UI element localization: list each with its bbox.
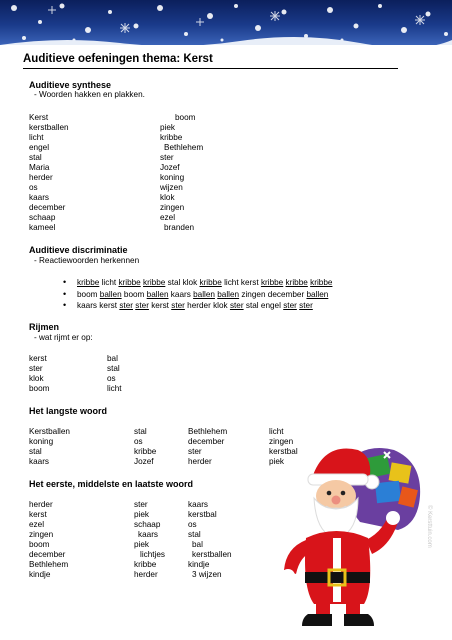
filler-words: stal klok xyxy=(165,278,200,287)
reaction-word: ster xyxy=(299,301,313,310)
reaction-word: ster xyxy=(119,301,133,310)
word: Maria xyxy=(29,163,50,172)
word: ezel xyxy=(160,213,176,222)
word: kindje xyxy=(188,560,210,569)
word: Jozef xyxy=(134,457,154,466)
word: lichtjes xyxy=(140,550,166,559)
eerste-column-3 xyxy=(188,500,232,580)
word: kerstballen xyxy=(29,123,69,132)
filler-words: kaars kerst xyxy=(77,301,120,310)
word: piek xyxy=(134,540,150,549)
langste-column-3 xyxy=(188,427,227,467)
filler-words: boom xyxy=(77,289,100,299)
word: os xyxy=(29,183,38,192)
word: os xyxy=(107,374,116,383)
langste-heading: Het langste woord xyxy=(29,406,108,416)
reaction-word: ballen xyxy=(217,289,240,299)
filler-words: herder klok xyxy=(184,301,230,310)
word: ezel xyxy=(29,520,45,529)
word: kerst xyxy=(29,510,47,519)
word: os xyxy=(188,520,197,529)
word: ster xyxy=(134,500,148,509)
reaction-word: ster xyxy=(135,301,149,310)
word: herder xyxy=(134,570,158,579)
discriminatie-bullet xyxy=(63,300,332,312)
page-title: Auditieve oefeningen thema: Kerst xyxy=(23,53,213,65)
word: klok xyxy=(29,374,44,383)
word: kerst xyxy=(29,354,47,363)
word: schaap xyxy=(29,213,56,222)
filler-words: stal engel xyxy=(243,301,284,310)
word: Kerst xyxy=(29,113,49,122)
word: kindje xyxy=(29,570,51,579)
synthese-right-column xyxy=(160,113,203,233)
filler-words: licht xyxy=(99,278,119,287)
reaction-word: ster xyxy=(171,301,185,310)
word: herder xyxy=(188,457,212,466)
word: 3 wijzen xyxy=(192,570,222,579)
synthese-heading: Auditieve synthese xyxy=(29,80,112,90)
word: stal xyxy=(107,364,120,373)
word: klok xyxy=(160,193,175,202)
word: boom xyxy=(29,540,50,549)
word: Bethlehem xyxy=(188,427,228,436)
synthese-left-column xyxy=(29,113,69,233)
reaction-word: ster xyxy=(229,301,244,310)
word: wijzen xyxy=(160,183,183,192)
reaction-word: kribbe xyxy=(285,278,308,287)
word: ster xyxy=(188,447,202,456)
word: boom xyxy=(175,113,196,122)
synthese-instruction: - Woorden hakken en plakken. xyxy=(34,90,145,99)
discriminatie-bullet-list xyxy=(63,277,332,312)
word: kerstbal xyxy=(269,447,298,456)
word: kaars xyxy=(138,530,159,539)
reaction-word: ster xyxy=(283,301,297,310)
word: kaars xyxy=(188,500,209,509)
title-underline xyxy=(23,68,398,69)
word: piek xyxy=(160,123,176,132)
word: december xyxy=(29,203,66,212)
word: herder xyxy=(29,500,53,509)
word: stal xyxy=(29,153,42,162)
word: licht xyxy=(29,133,44,142)
filler-words: kerst xyxy=(148,301,172,310)
word: licht xyxy=(269,427,284,436)
word: engel xyxy=(29,143,50,152)
discriminatie-bullet xyxy=(63,289,332,301)
reaction-word: kribbe xyxy=(77,278,100,287)
word: bal xyxy=(192,540,203,549)
word: herder xyxy=(29,173,53,182)
reaction-word: kribbe xyxy=(310,278,333,287)
reaction-word: ballen xyxy=(193,289,215,299)
word: piek xyxy=(134,510,150,519)
word: piek xyxy=(269,457,285,466)
langste-column-2 xyxy=(134,427,156,467)
word: Kerstballen xyxy=(29,427,70,436)
eerste-column-1 xyxy=(29,500,68,580)
word: zingen xyxy=(29,530,54,539)
word: os xyxy=(134,437,143,446)
discriminatie-instruction: - Reactiewoorden herkennen xyxy=(34,256,140,265)
word: bal xyxy=(107,354,118,363)
word: kribbe xyxy=(160,133,183,142)
word: stal xyxy=(134,427,147,436)
word: branden xyxy=(164,223,195,232)
word: kameel xyxy=(29,223,56,232)
reaction-word: kribbe xyxy=(143,278,166,287)
eerste-heading: Het eerste, middelste en laatste woord xyxy=(29,479,194,489)
word: kaars xyxy=(29,457,50,466)
reaction-word: kribbe xyxy=(118,278,141,287)
reaction-word: ballen xyxy=(306,289,329,299)
filler-words: boom xyxy=(121,289,147,299)
word: ster xyxy=(29,364,43,373)
reaction-word: ballen xyxy=(99,289,122,299)
word: Jozef xyxy=(160,163,180,172)
word: ster xyxy=(160,153,174,162)
filler-words: licht kerst xyxy=(221,278,261,287)
word: kerstballen xyxy=(192,550,232,559)
rijmen-heading: Rijmen xyxy=(29,322,60,332)
langste-column-1 xyxy=(29,427,70,467)
word: Bethlehem xyxy=(29,560,69,569)
word: koning xyxy=(160,173,185,182)
word: zingen xyxy=(160,203,185,212)
reaction-word: kribbe xyxy=(199,278,222,287)
copyright-watermark: © Kersttuin.com xyxy=(426,505,432,548)
rijmen-instruction: - wat rijmt er op: xyxy=(34,333,93,342)
word: licht xyxy=(107,384,122,393)
word: koning xyxy=(29,437,54,446)
langste-column-4 xyxy=(269,427,298,467)
discriminatie-bullet xyxy=(63,277,332,289)
rijmen-right-column xyxy=(107,354,122,394)
reaction-word: ballen xyxy=(146,289,169,299)
word: kribbe xyxy=(134,447,157,456)
reaction-word: kribbe xyxy=(260,278,284,287)
rijmen-left-column xyxy=(29,354,49,394)
word: kerstbal xyxy=(188,510,217,519)
filler-words: zingen december xyxy=(239,289,307,299)
word: zingen xyxy=(269,437,294,446)
filler-words: kaars xyxy=(168,289,194,299)
word: schaap xyxy=(134,520,161,529)
word: stal xyxy=(188,530,201,539)
word: stal xyxy=(29,447,42,456)
word: kribbe xyxy=(134,560,157,569)
eerste-column-2 xyxy=(134,500,165,580)
word: kaars xyxy=(29,193,50,202)
discriminatie-heading: Auditieve discriminatie xyxy=(29,245,128,255)
word: december xyxy=(188,437,225,446)
word: Bethlehem xyxy=(164,143,204,152)
word: boom xyxy=(29,384,50,393)
word: december xyxy=(29,550,66,559)
